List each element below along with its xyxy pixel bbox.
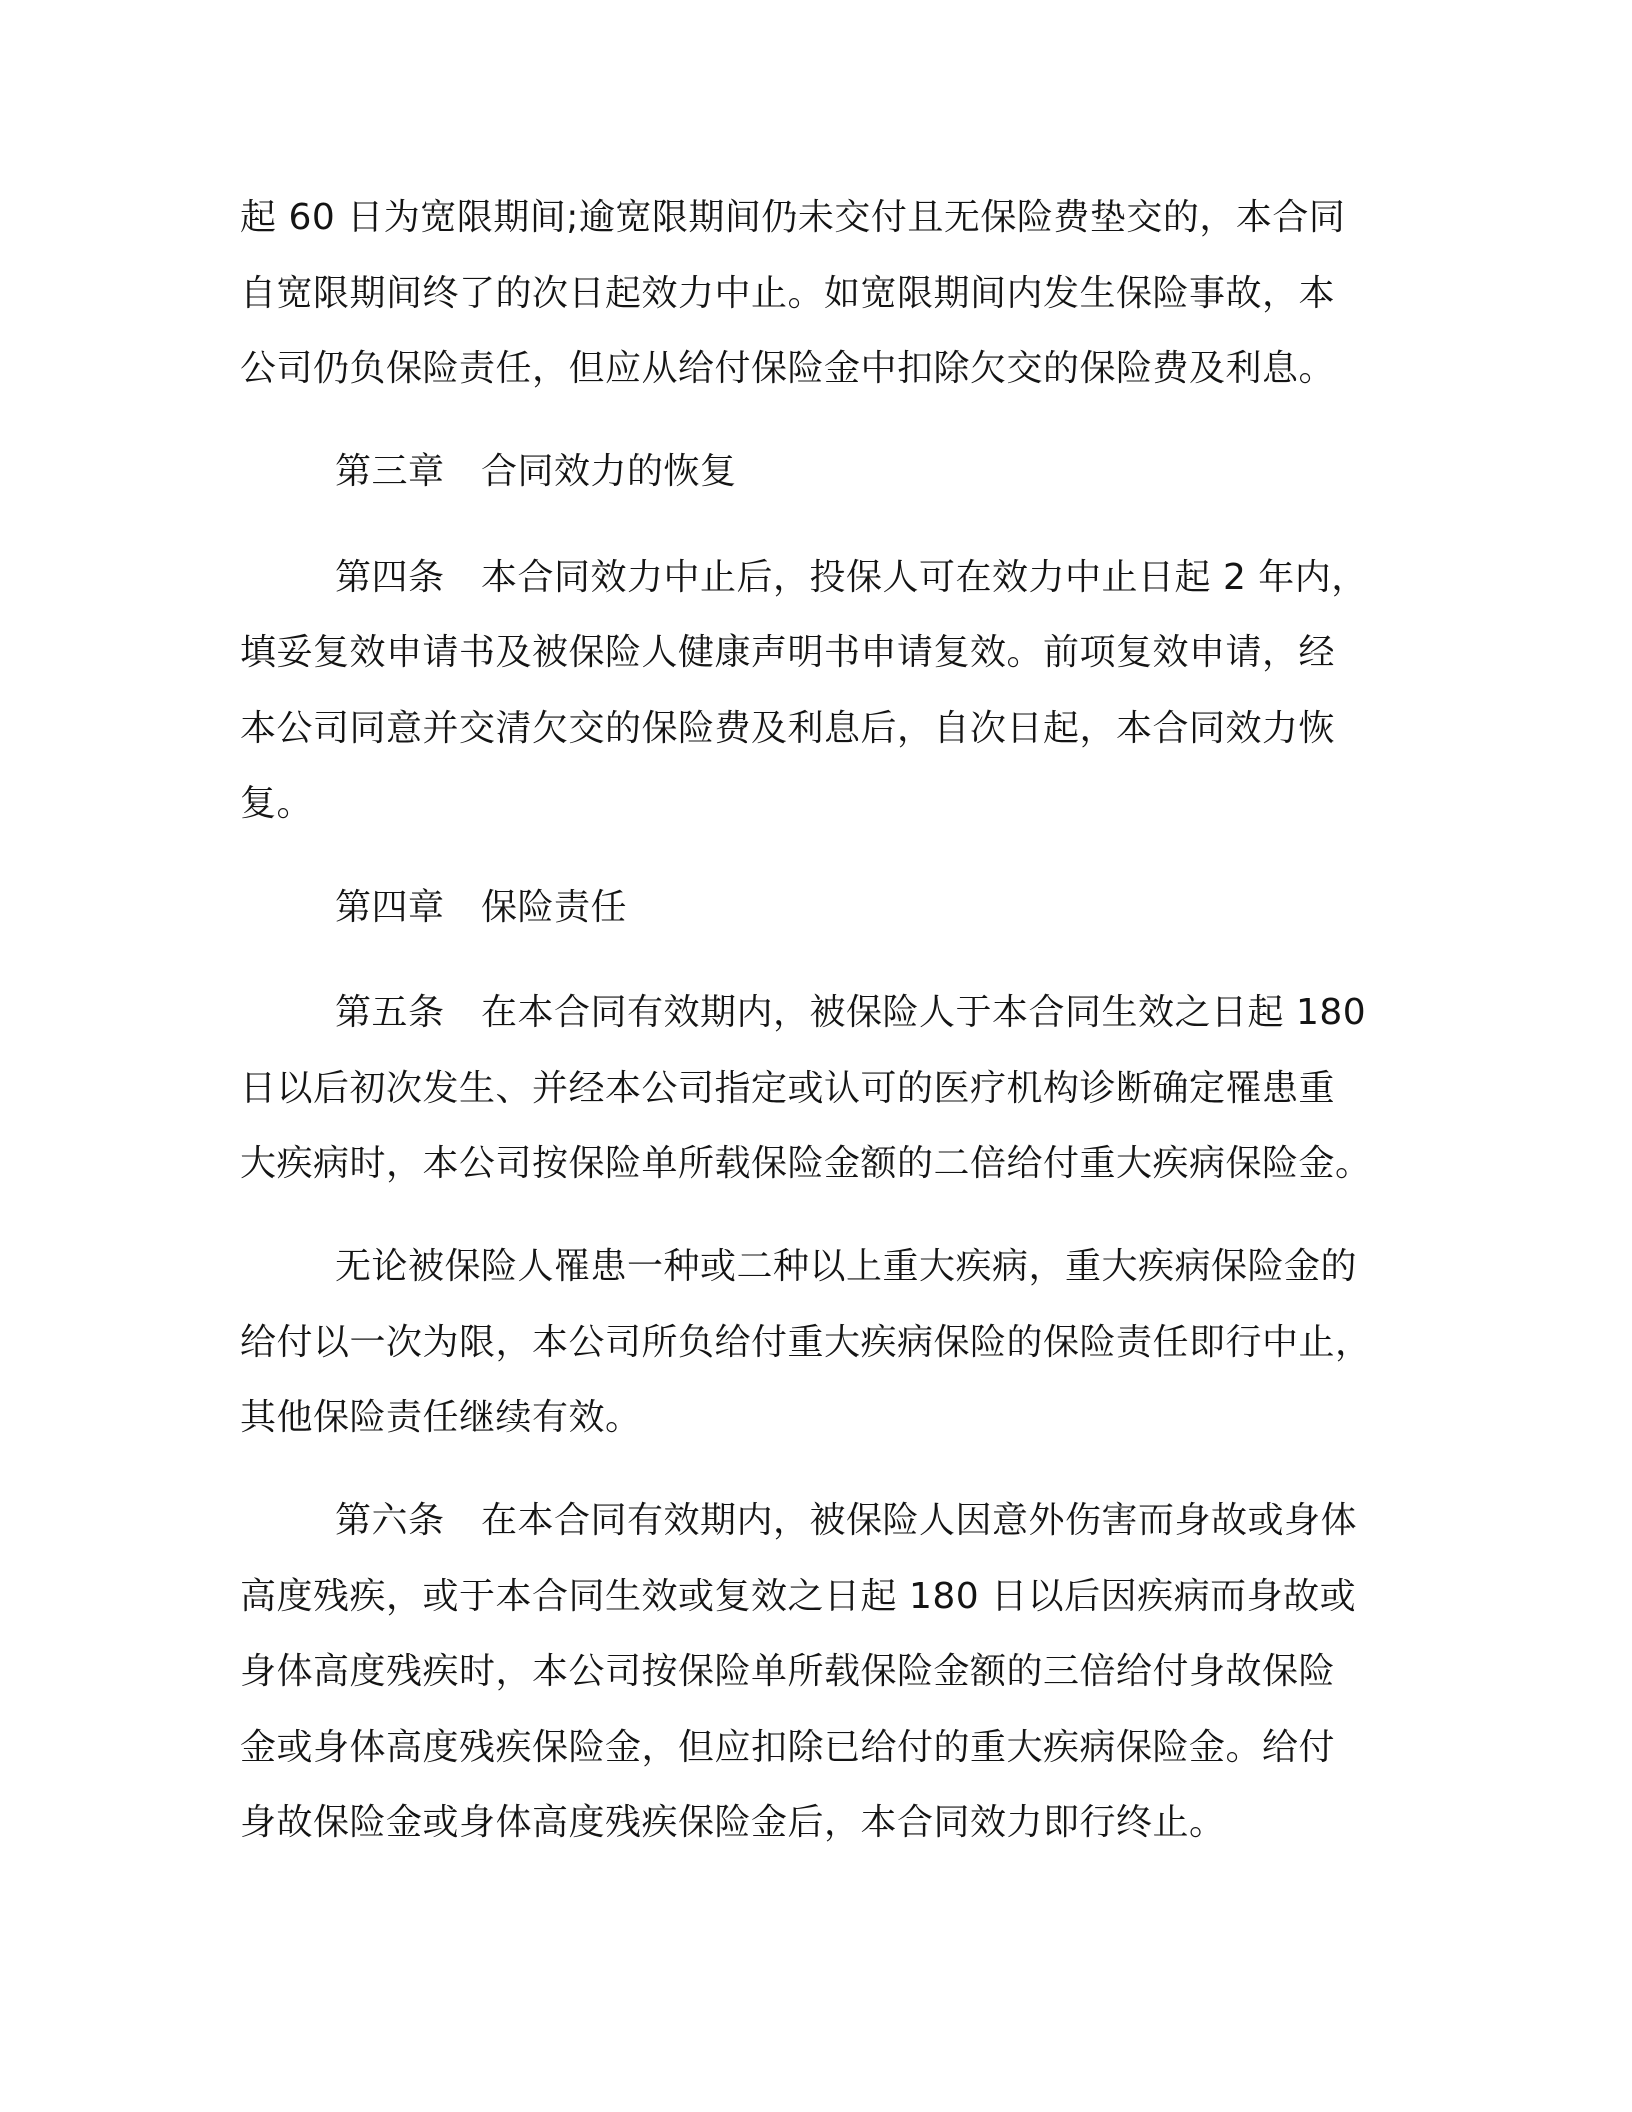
article-6-line-5: 身故保险金或身体高度残疾保险金后，本合同效力即行终止。 xyxy=(240,1802,1226,1843)
article-5-line-2: 日以后初次发生、并经本公司指定或认可的医疗机构诊断确定罹患重 xyxy=(240,1068,1336,1109)
article-5-line-1: 第五条 在本合同有效期内，被保险人于本合同生效之日起 180 xyxy=(335,992,1367,1033)
article-6-line-4: 金或身体高度残疾保险金，但应扣除已给付的重大疾病保险金。给付 xyxy=(240,1727,1336,1768)
article-4-line-3: 本公司同意并交清欠交的保险费及利息后，自次日起，本合同效力恢 xyxy=(240,708,1336,749)
article-4-line-4: 复。 xyxy=(240,783,314,824)
para1-line-3: 公司仍负保险责任，但应从给付保险金中扣除欠交的保险费及利息。 xyxy=(240,348,1336,389)
para1-line-1: 起 60 日为宽限期间;逾宽限期间仍未交付且无保险费垫交的，本合同 xyxy=(240,197,1346,238)
limit-para-line-2: 给付以一次为限，本公司所负给付重大疾病保险的保险责任即行中止， xyxy=(240,1322,1372,1363)
article-6-line-2: 高度残疾，或于本合同生效或复效之日起 180 日以后因疾病而身故或 xyxy=(240,1576,1357,1617)
article-4-line-2: 填妥复效申请书及被保险人健康声明书申请复效。前项复效申请，经 xyxy=(240,632,1336,673)
article-6-line-1: 第六条 在本合同有效期内，被保险人因意外伤害而身故或身体 xyxy=(335,1500,1358,1541)
article-5-line-3: 大疾病时，本公司按保险单所载保险金额的二倍给付重大疾病保险金。 xyxy=(240,1143,1372,1184)
chapter-4-heading: 第四章 保险责任 xyxy=(335,887,628,928)
limit-para-line-3: 其他保险责任继续有效。 xyxy=(240,1397,642,1438)
article-6-line-3: 身体高度残疾时，本公司按保险单所载保险金额的三倍给付身故保险 xyxy=(240,1651,1336,1692)
limit-para-line-1: 无论被保险人罹患一种或二种以上重大疾病，重大疾病保险金的 xyxy=(335,1246,1358,1287)
para1-line-2: 自宽限期间终了的次日起效力中止。如宽限期间内发生保险事故，本 xyxy=(240,273,1336,314)
article-4-line-1: 第四条 本合同效力中止后，投保人可在效力中止日起 2 年内， xyxy=(335,557,1368,598)
chapter-3-heading: 第三章 合同效力的恢复 xyxy=(335,451,737,492)
